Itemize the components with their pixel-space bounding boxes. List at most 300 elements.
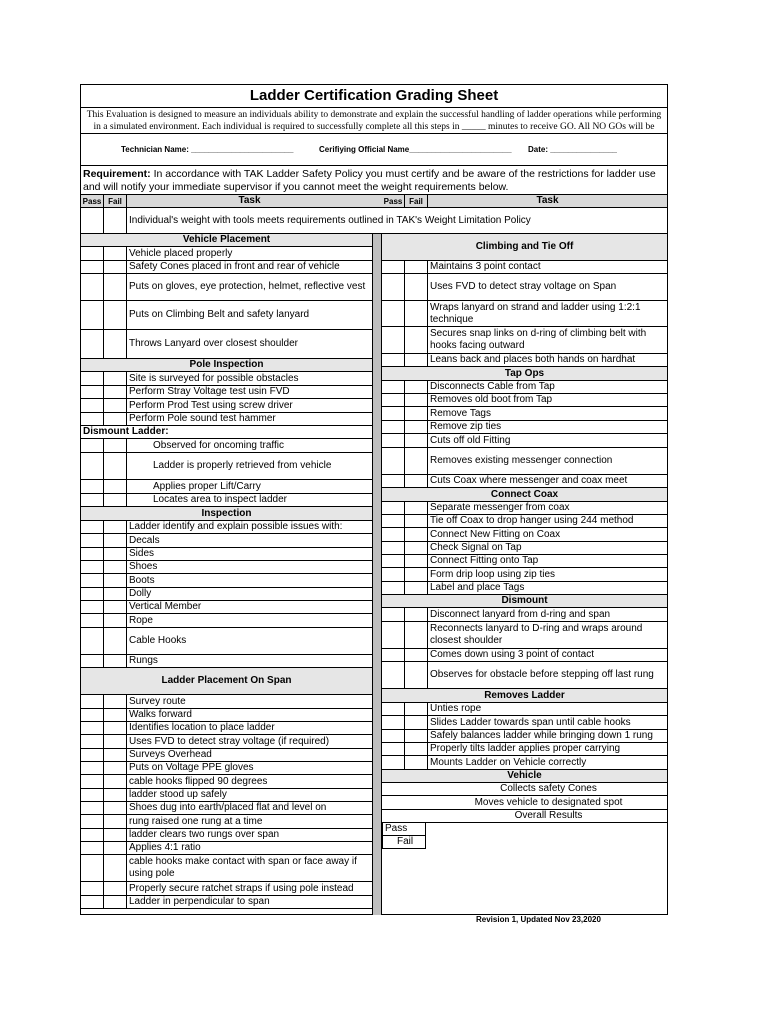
task-label: Rungs — [129, 655, 158, 666]
task-row — [81, 561, 372, 574]
pass-checkbox[interactable] — [382, 542, 405, 554]
section-title: Vehicle — [507, 770, 542, 781]
task-row — [81, 480, 372, 494]
requirement-body: In accordance with TAK Ladder Safety Policy you must certify and be aware of the restrictions for ladder use and will notify your immediate supervisor if you cannot meet the weight requirements below. — [83, 168, 656, 193]
fail-checkbox[interactable] — [405, 381, 428, 393]
fail-checkbox[interactable] — [405, 622, 428, 648]
task-row — [81, 882, 372, 896]
task-row — [382, 354, 667, 367]
fail-checkbox[interactable] — [104, 480, 127, 493]
fail-checkbox[interactable] — [104, 548, 127, 560]
pass-checkbox[interactable] — [382, 730, 405, 742]
fail-checkbox[interactable] — [405, 568, 428, 581]
task-label: Comes down using 3 point of contact — [430, 649, 594, 660]
fail-checkbox[interactable] — [104, 789, 127, 801]
task-row — [81, 426, 372, 439]
task-row — [81, 614, 372, 628]
task-row — [81, 274, 372, 301]
fail-checkbox[interactable] — [104, 762, 127, 774]
section-header-inspection — [81, 507, 372, 521]
section-header-ladder-placement-on-span — [81, 668, 372, 695]
pass-checkbox[interactable] — [382, 649, 405, 661]
task-label: Wraps lanyard on strand and ladder using 1:2:1 technique — [430, 301, 641, 325]
task-label: Check Signal on Tap — [430, 542, 522, 553]
left-header-row — [81, 195, 372, 208]
pass-checkbox[interactable] — [81, 655, 104, 667]
task-label: Disconnect lanyard from d-ring and span — [430, 608, 611, 620]
task-label: Survey route — [129, 695, 186, 707]
pass-checkbox[interactable] — [81, 413, 104, 425]
pass-checkbox[interactable] — [382, 756, 405, 769]
pass-checkbox[interactable] — [382, 434, 405, 447]
fail-checkbox[interactable] — [104, 735, 127, 748]
task-label: Perform Prod Test using screw driver — [129, 399, 293, 411]
task-label: Site is surveyed for possible obstacles — [129, 372, 299, 384]
task-row — [382, 528, 667, 542]
task-label: Connect New Fitting on Coax — [430, 528, 561, 540]
fail-checkbox[interactable] — [405, 528, 428, 541]
fail-checkbox[interactable] — [104, 274, 127, 300]
fail-header: Fail — [405, 195, 428, 207]
fail-checkbox[interactable] — [104, 494, 127, 506]
pass-checkbox[interactable] — [81, 802, 104, 814]
task-row — [81, 548, 372, 561]
task-label: Properly secure ratchet straps if using pole instead — [129, 882, 354, 894]
task-row — [81, 301, 372, 330]
pass-checkbox[interactable] — [382, 354, 405, 366]
task-label: Remove Tags — [430, 407, 491, 419]
pass-checkbox[interactable] — [81, 842, 104, 854]
pass-checkbox[interactable] — [81, 330, 104, 358]
task-row — [382, 434, 667, 448]
task-row — [382, 407, 667, 421]
task-row — [382, 703, 667, 716]
signature-line — [81, 135, 667, 166]
task-row — [382, 301, 667, 327]
fail-checkbox[interactable] — [405, 515, 428, 527]
task-label: Puts on Voltage PPE gloves — [129, 762, 254, 773]
task-row — [81, 439, 372, 453]
fail-checkbox[interactable] — [405, 502, 428, 514]
task-label: Cuts off old Fitting — [430, 434, 511, 446]
task-label: Safety Cones placed in front and rear of vehicle — [129, 261, 340, 272]
fail-checkbox[interactable] — [104, 399, 127, 412]
task-label: Removes existing messenger connection — [430, 455, 613, 466]
pass-checkbox[interactable] — [81, 588, 104, 600]
fail-checkbox[interactable] — [405, 716, 428, 729]
fail-checkbox[interactable] — [104, 439, 127, 452]
task-row — [81, 330, 372, 359]
task-row — [81, 453, 372, 480]
task-row — [382, 568, 667, 582]
task-label: cable hooks make contact with span or face away if using pole — [129, 856, 357, 879]
task-row — [81, 494, 372, 507]
fail-checkbox[interactable] — [104, 601, 127, 613]
task-row — [382, 381, 667, 394]
task-row — [382, 582, 667, 595]
pass-checkbox[interactable] — [382, 448, 405, 474]
pass-checkbox[interactable] — [382, 261, 405, 273]
task-row — [382, 542, 667, 555]
task-label: Secures snap links on d-ring of climbing belt with hooks facing outward — [430, 328, 647, 351]
section-title: Tap Ops — [504, 367, 545, 379]
task-label: Shoes — [129, 561, 158, 572]
column-divider — [372, 234, 382, 915]
task-row — [81, 815, 372, 829]
task-label: Vehicle placed properly — [129, 247, 233, 259]
pass-header: Pass — [81, 195, 104, 207]
task-label: Remove zip ties — [430, 421, 502, 432]
task-label: cable hooks flipped 90 degrees — [129, 775, 268, 787]
fail-checkbox[interactable] — [104, 453, 127, 479]
task-label: ladder stood up safely — [129, 789, 227, 800]
task-row — [81, 386, 372, 399]
task-row — [382, 502, 667, 515]
pass-checkbox[interactable] — [382, 743, 405, 755]
fail-checkbox[interactable] — [104, 561, 127, 573]
task-row — [382, 515, 667, 528]
pass-checkbox[interactable] — [81, 709, 104, 721]
task-label: Uses FVD to detect stray voltage on Span — [430, 281, 617, 292]
task-row — [382, 555, 667, 568]
task-row — [382, 327, 667, 354]
task-row — [81, 842, 372, 855]
fail-checkbox[interactable] — [405, 274, 428, 300]
task-row — [382, 274, 667, 301]
pass-checkbox[interactable] — [81, 601, 104, 613]
fail-checkbox[interactable] — [405, 649, 428, 661]
task-row — [81, 574, 372, 588]
task-row — [382, 622, 667, 649]
task-label: rung raised one rung at a time — [129, 815, 263, 827]
fail-checkbox[interactable] — [104, 695, 127, 708]
task-row — [81, 261, 372, 274]
task-row — [81, 789, 372, 802]
task-label: Tie off Coax to drop hanger using 244 method — [430, 515, 634, 526]
fail-checkbox[interactable] — [104, 882, 127, 895]
pass-checkbox[interactable] — [81, 749, 104, 761]
section-title: Pole Inspection — [189, 359, 264, 370]
fail-checkbox[interactable] — [405, 608, 428, 621]
pass-checkbox[interactable] — [81, 399, 104, 412]
pass-checkbox[interactable] — [81, 695, 104, 708]
task-row — [81, 802, 372, 815]
pass-checkbox[interactable] — [382, 421, 405, 433]
task-row — [382, 756, 667, 770]
task-label: Moves vehicle to designated spot — [474, 796, 623, 808]
pass-checkbox[interactable] — [81, 274, 104, 300]
task-label: Locates area to inspect ladder — [153, 494, 287, 505]
task-label: Throws Lanyard over closest shoulder — [129, 338, 298, 349]
pass-checkbox[interactable] — [382, 528, 405, 541]
pass-checkbox[interactable] — [81, 628, 104, 654]
task-row — [81, 749, 372, 762]
task-label: Collects safety Cones — [500, 783, 597, 794]
task-row — [382, 475, 667, 488]
pass-checkbox[interactable] — [382, 662, 405, 688]
revision-note: Revision 1, Updated Nov 23,2020 — [476, 915, 601, 924]
section-header-pole-inspection — [81, 359, 372, 372]
fail-checkbox[interactable] — [405, 555, 428, 567]
official-name-field[interactable]: Cerifiying Official Name_______________________ — [319, 145, 512, 154]
fail-checkbox[interactable] — [104, 534, 127, 547]
task-row — [81, 588, 372, 601]
pass-checkbox[interactable] — [81, 208, 104, 233]
pass-checkbox[interactable] — [382, 703, 405, 715]
pass-checkbox[interactable] — [81, 534, 104, 547]
pass-checkbox[interactable] — [81, 386, 104, 398]
task-row — [382, 730, 667, 743]
task-label: Removes old boot from Tap — [430, 394, 553, 405]
pass-checkbox[interactable] — [382, 274, 405, 300]
pass-checkbox[interactable] — [382, 301, 405, 326]
fail-checkbox[interactable] — [405, 354, 428, 366]
pass-checkbox[interactable] — [382, 568, 405, 581]
fail-checkbox[interactable] — [405, 662, 428, 688]
fail-checkbox[interactable] — [104, 722, 127, 734]
weight-requirement: Individual's weight with tools meets requirements outlined in TAK's Weight Limitation Policy — [129, 214, 531, 226]
pass-checkbox[interactable] — [81, 521, 104, 533]
pass-checkbox[interactable] — [382, 381, 405, 393]
task-label: Perform Pole sound test hammer — [129, 413, 276, 424]
section-header-vehicle — [382, 770, 667, 783]
fail-checkbox[interactable] — [104, 413, 127, 425]
task-label: Applies 4:1 ratio — [129, 842, 201, 853]
task-label: Mounts Ladder on Vehicle correctly — [430, 756, 587, 768]
fail-checkbox[interactable] — [104, 802, 127, 814]
task-label: Safely balances ladder while bringing down 1 rung — [430, 730, 653, 741]
task-label: Shoes dug into earth/placed flat and level on — [129, 802, 327, 813]
fail-checkbox[interactable] — [405, 261, 428, 273]
fail-checkbox[interactable] — [405, 582, 428, 594]
task-label: Connect Fitting onto Tap — [430, 555, 539, 566]
task-row — [81, 722, 372, 735]
pass-checkbox[interactable] — [382, 394, 405, 406]
fail-checkbox[interactable] — [104, 842, 127, 854]
fail-checkbox[interactable] — [405, 542, 428, 554]
task-row — [382, 796, 667, 810]
pass-checkbox[interactable] — [81, 614, 104, 627]
section-title: Removes Ladder — [484, 689, 565, 701]
task-label: Maintains 3 point contact — [430, 261, 541, 272]
task-label: Observes for obstacle before stepping off last rung — [430, 669, 654, 680]
task-label: Label and place Tags — [430, 582, 525, 593]
fail-checkbox[interactable] — [405, 434, 428, 447]
section-header-removes-ladder — [382, 689, 667, 703]
pass-checkbox[interactable] — [81, 301, 104, 329]
pass-checkbox[interactable] — [81, 722, 104, 734]
task-row — [81, 534, 372, 548]
fail-checkbox[interactable] — [104, 301, 127, 329]
task-row — [81, 521, 372, 534]
task-row — [382, 743, 667, 756]
task-row — [81, 601, 372, 614]
task-label: Decals — [129, 534, 160, 546]
task-row — [382, 608, 667, 622]
section-title: Ladder Placement On Span — [161, 675, 292, 686]
section-title: Dismount — [501, 595, 548, 606]
task-row — [382, 394, 667, 407]
task-row — [382, 448, 667, 475]
pass-checkbox[interactable] — [81, 762, 104, 774]
task-label: Separate messenger from coax — [430, 502, 570, 513]
pass-checkbox[interactable] — [81, 439, 104, 452]
task-label: Puts on gloves, eye protection, helmet, reflective vest — [129, 281, 366, 292]
task-row — [382, 421, 667, 434]
pass-checkbox[interactable] — [81, 735, 104, 748]
task-label: Ladder identify and explain possible issues with: — [129, 521, 343, 532]
pass-checkbox[interactable] — [81, 247, 104, 260]
task-label: Walks forward — [129, 709, 192, 720]
task-label: ladder clears two rungs over span — [129, 829, 280, 840]
pass-checkbox[interactable] — [382, 515, 405, 527]
fail-checkbox[interactable] — [405, 448, 428, 474]
pass-checkbox[interactable] — [382, 622, 405, 648]
fail-checkbox[interactable] — [104, 261, 127, 273]
task-row — [81, 896, 372, 909]
pass-checkbox[interactable] — [81, 882, 104, 895]
pass-checkbox[interactable] — [81, 372, 104, 385]
fail-checkbox[interactable] — [104, 247, 127, 260]
task-row — [382, 783, 667, 796]
weight-row — [81, 208, 667, 234]
pass-checkbox[interactable] — [382, 407, 405, 420]
fail-checkbox[interactable] — [405, 394, 428, 406]
pass-checkbox[interactable] — [81, 829, 104, 841]
fail-checkbox[interactable] — [405, 407, 428, 420]
task-label: Boots — [129, 574, 155, 586]
fail-checkbox[interactable] — [104, 521, 127, 533]
task-label: Puts on Climbing Belt and safety lanyard — [129, 309, 310, 320]
task-row — [81, 735, 372, 749]
pass-checkbox[interactable] — [382, 475, 405, 487]
task-row — [81, 695, 372, 709]
fail-checkbox[interactable] — [104, 628, 127, 654]
pass-checkbox[interactable] — [382, 502, 405, 514]
pass-checkbox[interactable] — [81, 561, 104, 573]
fail-checkbox[interactable] — [104, 655, 127, 667]
task-label: Form drip loop using zip ties — [430, 568, 556, 580]
task-label: Dismount Ladder: — [83, 426, 169, 437]
fail-checkbox[interactable] — [104, 208, 127, 233]
task-row — [81, 655, 372, 668]
fail-checkbox[interactable] — [104, 330, 127, 358]
overall-pass-box[interactable]: Pass — [382, 823, 426, 836]
fail-checkbox[interactable] — [104, 372, 127, 385]
fail-checkbox[interactable] — [104, 855, 127, 881]
fail-checkbox[interactable] — [405, 327, 428, 353]
task-label: Sides — [129, 548, 155, 559]
fail-checkbox[interactable] — [405, 703, 428, 715]
task-label: Uses FVD to detect stray voltage (if required) — [129, 735, 330, 747]
fail-checkbox[interactable] — [104, 386, 127, 398]
fail-checkbox[interactable] — [104, 614, 127, 627]
pass-checkbox[interactable] — [81, 574, 104, 587]
section-title: Inspection — [201, 507, 252, 519]
pass-checkbox[interactable] — [81, 548, 104, 560]
task-label: Disconnects Cable from Tap — [430, 381, 555, 392]
pass-checkbox[interactable] — [81, 896, 104, 908]
pass-checkbox[interactable] — [81, 453, 104, 479]
pass-checkbox[interactable] — [382, 327, 405, 353]
pass-checkbox[interactable] — [81, 815, 104, 828]
fail-checkbox[interactable] — [104, 896, 127, 908]
fail-checkbox[interactable] — [104, 829, 127, 841]
task-label: Unties rope — [430, 703, 482, 714]
fail-checkbox[interactable] — [405, 756, 428, 769]
pass-checkbox[interactable] — [81, 494, 104, 506]
task-row — [81, 829, 372, 842]
task-label: Vertical Member — [129, 601, 202, 612]
fail-checkbox[interactable] — [405, 421, 428, 433]
pass-checkbox[interactable] — [382, 608, 405, 621]
task-label: Perform Stray Voltage test usin FVD — [129, 386, 290, 397]
task-row — [81, 762, 372, 775]
task-label: Identifies location to place ladder — [129, 722, 275, 733]
overall-fail-box[interactable]: Fail — [382, 836, 426, 849]
fail-checkbox[interactable] — [104, 588, 127, 600]
task-label: Applies proper Lift/Carry — [153, 480, 261, 492]
evaluation-intro: This Evaluation is designed to measure an individuals ability to demonstrate and explain the successful handling of ladder operations while performing in a simulated environment. Each individual is required to successfully complete all this steps in _____ minutes to receive GO. All NO GOs will be — [81, 108, 667, 134]
fail-checkbox[interactable] — [104, 775, 127, 788]
pass-checkbox[interactable] — [382, 716, 405, 729]
task-row — [382, 716, 667, 730]
sheet-title: Ladder Certification Grading Sheet — [81, 85, 667, 108]
task-row — [81, 628, 372, 655]
technician-name-field[interactable]: Technician Name: _______________________ — [121, 145, 294, 154]
pass-checkbox[interactable] — [81, 261, 104, 273]
pass-checkbox[interactable] — [382, 582, 405, 594]
task-header: Task — [238, 195, 261, 206]
pass-checkbox[interactable] — [81, 789, 104, 801]
fail-checkbox[interactable] — [104, 749, 127, 761]
task-row — [81, 855, 372, 882]
pass-checkbox[interactable] — [81, 855, 104, 881]
right-header-row — [382, 195, 667, 208]
task-label: Properly tilts ladder applies proper carrying — [430, 743, 621, 754]
task-label: Rope — [129, 614, 153, 626]
fail-checkbox[interactable] — [405, 301, 428, 326]
section-header-climbing-and-tie-off — [382, 234, 667, 261]
pass-checkbox[interactable] — [382, 555, 405, 567]
pass-checkbox[interactable] — [81, 775, 104, 788]
task-label: Dolly — [129, 588, 152, 599]
fail-checkbox[interactable] — [104, 574, 127, 587]
task-row — [81, 399, 372, 413]
task-header: Task — [536, 195, 559, 206]
grading-sheet — [80, 84, 668, 915]
fail-checkbox[interactable] — [405, 730, 428, 742]
task-label: Cable Hooks — [129, 635, 187, 646]
task-label: Reconnects lanyard to D-ring and wraps around closest shoulder — [430, 623, 643, 646]
requirement-label: Requirement: — [83, 168, 151, 180]
pass-checkbox[interactable] — [81, 480, 104, 493]
task-row — [81, 775, 372, 789]
task-label: Leans back and places both hands on hardhat — [430, 354, 636, 365]
fail-checkbox[interactable] — [405, 743, 428, 755]
task-label: Overall Results — [514, 810, 583, 821]
fail-checkbox[interactable] — [104, 815, 127, 828]
date-field[interactable]: Date: _______________ — [528, 145, 617, 154]
task-row — [81, 372, 372, 386]
fail-checkbox[interactable] — [104, 709, 127, 721]
section-header-vehicle-placement — [81, 234, 372, 247]
task-row — [81, 709, 372, 722]
task-row — [81, 413, 372, 426]
fail-header: Fail — [104, 195, 127, 207]
fail-checkbox[interactable] — [405, 475, 428, 487]
task-label: Ladder in perpendicular to span — [129, 896, 270, 907]
